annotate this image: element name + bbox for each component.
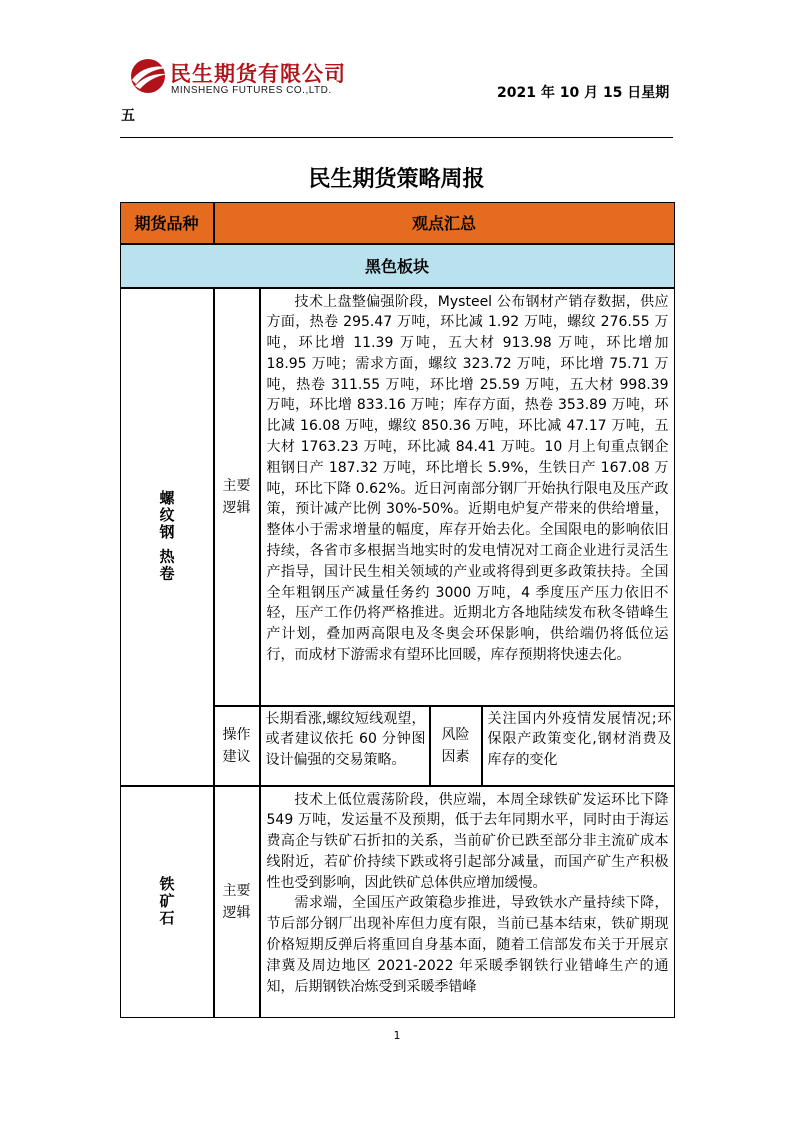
variety-iron-ore bbox=[120, 786, 214, 1018]
op-cell-rebar bbox=[260, 706, 430, 786]
company-name-cn: 民生期货有限公司 bbox=[170, 62, 346, 86]
company-name-en: MINSHENG FUTURES CO.,LTD. bbox=[171, 85, 332, 96]
header-divider bbox=[120, 137, 673, 138]
report-date-weekday: 五 bbox=[121, 108, 135, 124]
logic-paragraph-2: 需求端，全国压产政策稳步推进，导致铁水产量持续下降，节后部分钢厂出现补库但力度有限，当前已基本结束，铁矿期现价格短期反弹后将重回自身基本面，随着工信部发布关于开展京津冀及周边地区 2021-2022 年采暖季钢铁行业错峰生产的通知，后期钢铁冶炼受到采暖季错峰 bbox=[266, 895, 669, 995]
minsheng-logo-icon bbox=[126, 56, 172, 96]
header-views: 观点汇总 bbox=[214, 202, 675, 244]
op-label-rebar bbox=[214, 706, 260, 786]
variety-label: 铁矿石 bbox=[157, 876, 176, 927]
company-logo bbox=[126, 56, 366, 100]
variety-label: 螺纹钢 热卷 bbox=[157, 490, 176, 583]
logic-paragraph: 技术上盘整偏强阶段，Mysteel 公布钢材产销存数据，供应方面，热卷 295.47 万吨，环比减 1.92 万吨，螺纹 276.55 万吨，环比增 11.39 万吨，五大材 913.98 万吨，环比增加 18.95 万吨；需求方面，螺纹 323.72 万吨，环比增 75.71 万吨，热卷 311.55 万吨，环比增 25.59 万吨，五大材 998.39 万吨，环比增 833.16 万吨；库存方面，热卷 353.89 万吨，环比减 16.08 万吨，螺纹 850.36 万吨，环比减 47.17 万吨，五大材 1763.23 万吨，环比减 84.41 万吨。10 月上旬重点钢企粗钢日产 187.32 万吨，环比增长 5.9%，生铁日产 167.08 万吨，环比下降 0.62%。近日河南部分钢厂开始执行限电及压产政策，预计减产比例 30%-50%。近期电炉复产带来的供给增量，整体小于需求增量的幅度，库存开始去化。全国限电的影响依旧持续，各省市多根据当地实时的发电情况对工商企业进行灵活生产指导，国计民生相关领域的产业或将得到更多政策扶持。全国全年粗钢压产减量任务约 3000 万吨，4 季度压产压力依旧不轻，压产工作仍将严格推进。近期北方各地陆续发布秋冬错峰生产计划，叠加两高限电及冬奥会环保影响，供给端仍将低位运行，而成材下游需求有望环比回暖，库存预期将快速去化。 bbox=[266, 293, 669, 664]
logic-cell-rebar bbox=[260, 288, 675, 706]
risk-text-rebar: 关注国内外疫情发展情况;环保限产政策变化,钢材消费及库存的变化 bbox=[487, 710, 672, 769]
risk-label-text: 风险因素 bbox=[441, 726, 470, 765]
report-date: 2021 年 10 月 15 日星期 bbox=[497, 85, 670, 101]
page-title: 民生期货策略周报 bbox=[308, 167, 485, 192]
header-variety: 期货品种 bbox=[120, 202, 214, 244]
page-number: 1 bbox=[393, 1029, 401, 1042]
logic-paragraph-1: 技术上低位震荡阶段，供应端，本周全球铁矿发运环比下降 549 万吨，发运量不及预期，低于去年同期水平，同时由于海运费高企与铁矿石折扣的关系，当前矿价已跌至部分非主流矿成本线附近，若矿价持续下跌或将引起部分减量，而国产矿生产积极性也受到影响，因此铁矿总体供应增加缓慢。 bbox=[266, 791, 669, 891]
logic-label-text: 主要逻辑 bbox=[222, 882, 251, 921]
logic-label-rebar bbox=[214, 288, 260, 706]
logic-cell-iron-ore bbox=[260, 786, 675, 1018]
logic-label-iron-ore bbox=[214, 786, 260, 1018]
logic-label-text: 主要逻辑 bbox=[222, 477, 251, 516]
variety-rebar-hrc bbox=[120, 288, 214, 786]
logic-text-rebar bbox=[267, 292, 669, 666]
risk-cell-rebar bbox=[482, 706, 675, 786]
section-black-metals: 黑色板块 bbox=[120, 244, 675, 288]
strategy-table bbox=[120, 202, 675, 1018]
risk-label-rebar bbox=[430, 706, 482, 786]
op-label-text: 操作建议 bbox=[222, 726, 251, 765]
op-text-rebar: 长期看涨,螺纹短线观望，或者建议依托 60 分钟图设计偏强的交易策略。 bbox=[265, 710, 426, 769]
logic-text-iron-ore bbox=[267, 790, 669, 998]
